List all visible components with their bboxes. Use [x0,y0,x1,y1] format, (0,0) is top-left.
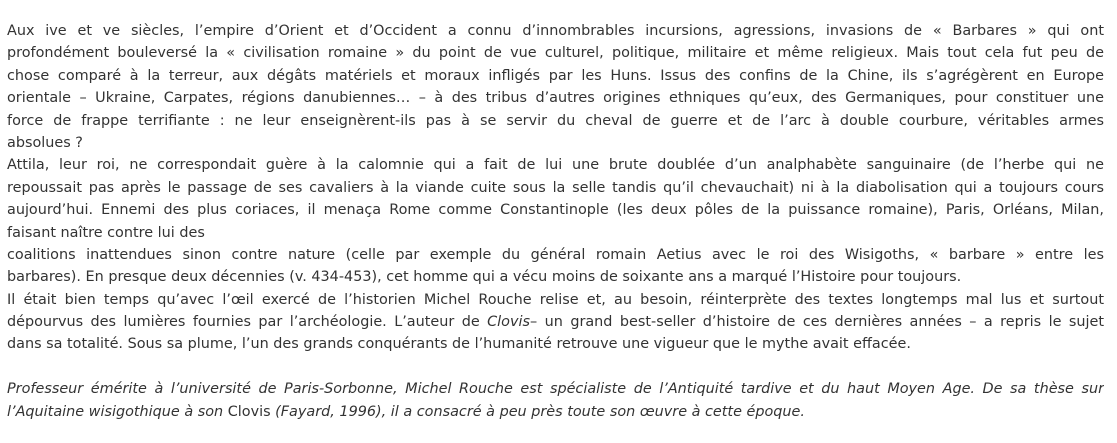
paragraph-rouche [7,289,1104,356]
text-line: faisant naître contre lui des [7,224,205,241]
text-line: force de frappe terrifiante : ne leur enseignèrent-ils pas à se servir du cheval de guerre et de l’arc à double courbure, véritables armes [7,112,1104,129]
book-title-clovis: Clovis [227,403,271,420]
paragraph-attila [7,154,1104,244]
text-line: orientale – Ukraine, Carpates, régions danubiennes… – à des tribus d’autres origines ethniques qu’eux, des Germaniques, pour constituer une [7,90,1104,107]
text-segment: (Fayard, 1996), il a consacré à peu près toute son œuvre à cette époque. [270,403,805,420]
text-line: aujourd’hui. Ennemi des plus coriaces, il menaça Rome comme Constantinople (les deux pôles de la puissance romaine), Paris, Orléans, Milan, [7,202,1104,219]
text-segment: – un grand best-seller d’histoire de ces dernières années – a repris le sujet [530,314,1104,331]
paragraph-gap [7,356,1104,378]
text-line: Attila, leur roi, ne correspondait guère à la calomnie qui a fait de lui une brute doublée d’un analphabète sanguinaire (de l’herbe qui ne [7,157,1104,174]
text-line: chose comparé à la terreur, aux dégâts matériels et moraux infligés par les Huns. Issus des confins de la Chine, ils s’agrégèrent en Europe [7,67,1104,84]
text-line: coalitions inattendues sinon contre nature (celle par exemple du général romain Aetius avec le roi des Wisigoths, « barbare » entre les [7,246,1104,263]
bio-line [7,401,1104,423]
author-bio [7,378,1104,423]
text-line: Il était bien temps qu’avec l’œil exercé de l’historien Michel Rouche relise et, au besoin, réinterprète des textes longtemps mal lus et surtout [7,291,1104,308]
text-line [7,311,1104,333]
text-segment: l’Aquitaine wisigothique à son [7,403,228,420]
text-segment: dépourvus des lumières fournies par l’archéologie. L’auteur de [7,314,488,331]
text-line: dans sa totalité. Sous sa plume, l’un des grands conquérants de l’humanité retrouve une vigueur que le mythe avait effacée. [7,336,911,353]
text-line: profondément bouleversé la « civilisation romaine » du point de vue culturel, politique, militaire et même religieux. Mais tout cela fut peu de [7,45,1104,62]
paragraph-coalitions [7,244,1104,289]
text-line: Aux ive et ve siècles, l’empire d’Orient et d’Occident a connu d’innombrables incursions, agressions, invasions de « Barbares » qui ont [7,23,1104,39]
book-title-clovis: Clovis [487,314,530,331]
text-line: barbares). En presque deux décennies (v. 434-453), cet homme qui a vécu moins de soixante ans a marqué l’Histoire pour toujours. [7,269,962,286]
bio-line: Professeur émérite à l’université de Paris-Sorbonne, Michel Rouche est spécialiste de l’Antiquité tardive et du haut Moyen Age. De sa thèse sur [7,381,1104,398]
text-line: repoussait pas après le passage de ses cavaliers à la viande cuite sous la selle tandis qu’il chevauchait) ni à la diabolisation qui a toujours cours [7,179,1104,196]
text-line: absolues ? [7,134,83,151]
paragraph-huns [7,20,1104,154]
